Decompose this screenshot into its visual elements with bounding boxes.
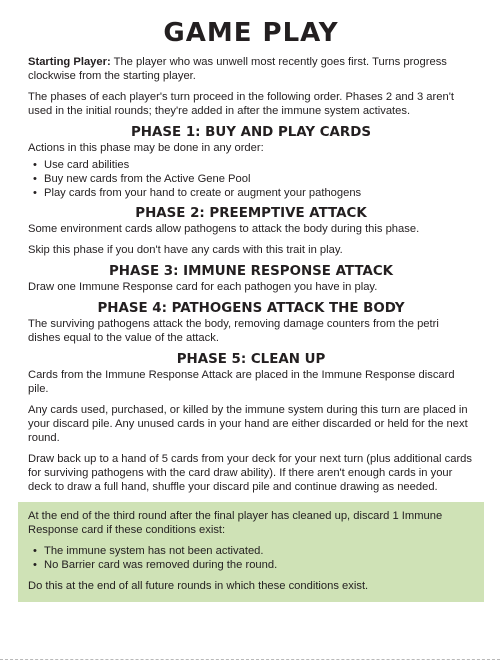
phase4-paragraph: The surviving pathogens attack the body, removing damage counters from the petri dishes equal to the value of the attack.	[28, 318, 439, 344]
phases-intro-paragraph: The phases of each player's turn proceed in the following order. Phases 2 and 3 aren't used in the initial rounds; they're added in after the immune system activates.	[28, 91, 454, 117]
callout-condition-list	[28, 544, 474, 572]
callout-outro: Do this at the end of all future rounds in which these conditions exist.	[28, 580, 369, 592]
list-item: • No Barrier card was removed during the round.	[44, 558, 474, 572]
phase2-heading: PHASE 2: PREEMPTIVE ATTACK	[135, 206, 367, 221]
page-title: GAME PLAY	[163, 18, 339, 48]
list-item: • Play cards from your hand to create or augment your pathogens	[44, 186, 474, 200]
page-divider	[0, 659, 500, 660]
starting-player-text: The player who was unwell most recently goes first. Turns progress clockwise from the starting player.	[28, 56, 447, 82]
phase4-heading: PHASE 4: PATHOGENS ATTACK THE BODY	[97, 301, 405, 316]
list-item: • Buy new cards from the Active Gene Pool	[44, 172, 474, 186]
rules-page	[28, 18, 474, 602]
phase5-paragraph-2: Any cards used, purchased, or killed by the immune system during this turn are placed in your discard pile. Any unused cards in your hand are either discarded or held for the next round.	[28, 404, 468, 444]
starting-player-label: Starting Player:	[28, 56, 111, 68]
list-item: • The immune system has not been activated.	[44, 544, 474, 558]
phase1-intro: Actions in this phase may be done in any order:	[28, 142, 264, 154]
phase1-action-list	[28, 158, 474, 200]
callout-intro: At the end of the third round after the final player has cleaned up, discard 1 Immune Response card if these conditions exist:	[28, 510, 443, 536]
third-round-callout-box	[18, 502, 484, 602]
phase3-paragraph: Draw one Immune Response card for each pathogen you have in play.	[28, 281, 378, 293]
phase5-paragraph-3: Draw back up to a hand of 5 cards from your deck for your next turn (plus additional cards for surviving pathogens with the card draw ability). If there aren't enough cards in your deck to draw a full hand, shuffle your discard pile and continue drawing as needed.	[28, 453, 472, 493]
phase3-heading: PHASE 3: IMMUNE RESPONSE ATTACK	[108, 264, 394, 279]
list-item: • Use card abilities	[44, 158, 474, 172]
phase2-paragraph-2: Skip this phase if you don't have any cards with this trait in play.	[28, 244, 343, 256]
phase2-paragraph-1: Some environment cards allow pathogens to attack the body during this phase.	[28, 223, 420, 235]
starting-player-paragraph	[28, 55, 474, 83]
phase1-heading: PHASE 1: BUY AND PLAY CARDS	[130, 125, 371, 140]
phase5-heading: PHASE 5: CLEAN UP	[176, 352, 326, 367]
phase5-paragraph-1: Cards from the Immune Response Attack are placed in the Immune Response discard pile.	[28, 369, 455, 395]
